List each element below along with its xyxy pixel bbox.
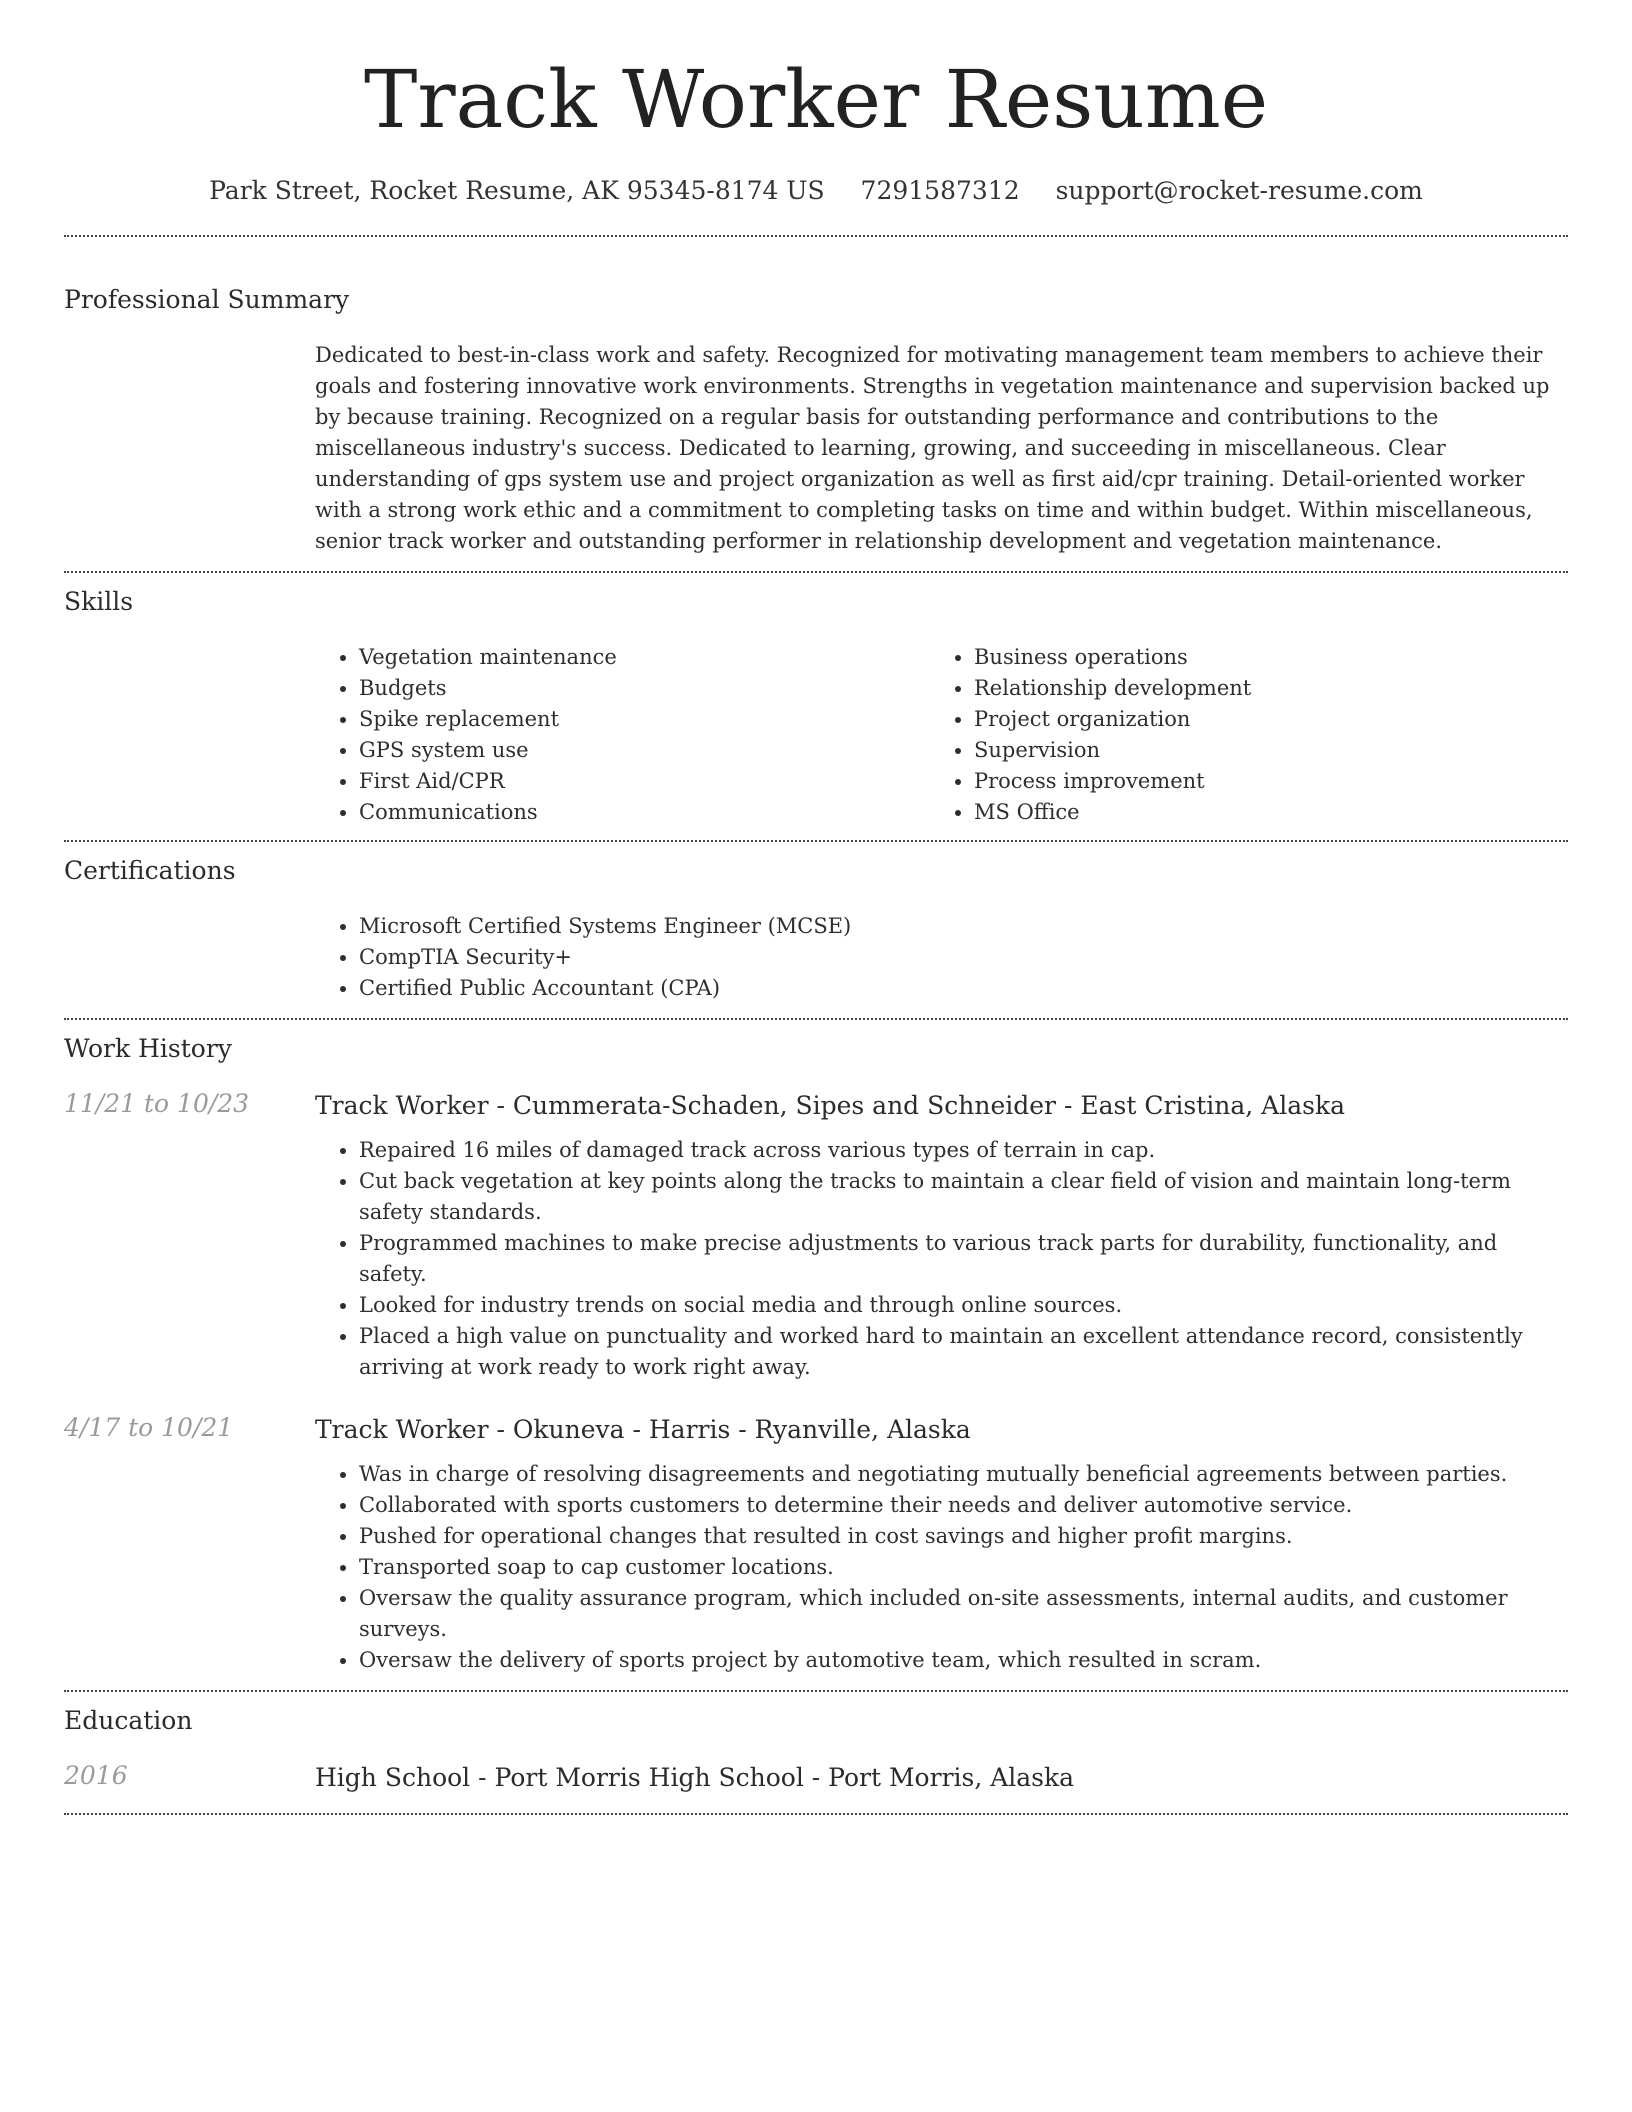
contact-address: Park Street, Rocket Resume, AK 95345-8174 US bbox=[209, 176, 825, 205]
skill-item: • Budgets bbox=[359, 673, 930, 704]
contact-line bbox=[64, 176, 1568, 205]
divider bbox=[64, 1813, 1568, 1815]
skills-grid bbox=[315, 642, 1568, 840]
job-bullet: • Looked for industry trends on social media and through online sources. bbox=[359, 1290, 1568, 1321]
certification-item: • Certified Public Accountant (CPA) bbox=[359, 973, 1568, 1004]
skills-list-right bbox=[930, 642, 1530, 828]
job-details bbox=[315, 1135, 1568, 1383]
certification-item: • CompTIA Security+ bbox=[359, 942, 1568, 973]
summary-section bbox=[64, 237, 1568, 571]
skill-item: • Process improvement bbox=[974, 766, 1530, 797]
summary-text: Dedicated to best-in-class work and safety. Recognized for motivating management team members to achieve their goals and fostering innovative work environments. Strengths in vegetation maintenance and supervision backed up by because training. Recognized on a regular basis for outstanding performance and contributions to the miscellaneous industry's success. Dedicated to learning, growing, and succeeding in miscellaneous. Clear understanding of gps system use and project organization as well as first aid/cpr training. Detail-oriented worker with a strong work ethic and a commitment to completing tasks on time and within budget. Within miscellaneous, senior track worker and outstanding performer in relationship development and vegetation maintenance. bbox=[315, 343, 1550, 553]
job-heading: Track Worker - Cummerata-Schaden, Sipes and Schneider - East Cristina, Alaska bbox=[315, 1091, 1346, 1120]
job-bullet: • Transported soap to cap customer locations. bbox=[359, 1552, 1568, 1583]
section-title-work-history: Work History bbox=[64, 1034, 232, 1063]
skill-item: • Business operations bbox=[974, 642, 1530, 673]
certification-item: • Microsoft Certified Systems Engineer (MCSE) bbox=[359, 911, 1568, 942]
certifications-section bbox=[64, 842, 1568, 1018]
job-details bbox=[315, 1459, 1568, 1676]
job-bullet: • Pushed for operational changes that resulted in cost savings and higher profit margins. bbox=[359, 1521, 1568, 1552]
section-title-certifications: Certifications bbox=[64, 856, 236, 885]
education-section bbox=[64, 1692, 1568, 1813]
job-bullet: • Collaborated with sports customers to determine their needs and deliver automotive service. bbox=[359, 1490, 1568, 1521]
job-bullet: • Was in charge of resolving disagreements and negotiating mutually beneficial agreements between parties. bbox=[359, 1459, 1568, 1490]
job-bullet: • Cut back vegetation at key points along the tracks to maintain a clear field of vision and maintain long-term safety standards. bbox=[359, 1166, 1568, 1228]
job-bullets bbox=[315, 1135, 1568, 1383]
skills-list-left bbox=[315, 642, 930, 828]
section-title-education: Education bbox=[64, 1706, 193, 1735]
section-title-summary: Professional Summary bbox=[64, 285, 350, 314]
job-bullet: • Oversaw the quality assurance program, which included on-site assessments, internal audits, and customer surveys. bbox=[359, 1583, 1568, 1645]
education-heading: High School - Port Morris High School - Port Morris, Alaska bbox=[315, 1763, 1075, 1792]
skill-item: • First Aid/CPR bbox=[359, 766, 930, 797]
job-entry bbox=[64, 1413, 1568, 1676]
skill-item: • Communications bbox=[359, 797, 930, 828]
contact-email: support@rocket-resume.com bbox=[1055, 176, 1423, 205]
job-dates: 11/21 to 10/23 bbox=[64, 1089, 250, 1118]
skill-item: • GPS system use bbox=[359, 735, 930, 766]
job-bullet: • Placed a high value on punctuality and worked hard to maintain an excellent attendance record, consistently arriving at work ready to work right away. bbox=[359, 1321, 1568, 1383]
resume-title: Track Worker Resume bbox=[363, 53, 1269, 146]
section-title-skills: Skills bbox=[64, 587, 134, 616]
certifications-list bbox=[315, 911, 1568, 1004]
skills-section bbox=[64, 573, 1568, 840]
skill-item: • Relationship development bbox=[974, 673, 1530, 704]
skill-item: • Supervision bbox=[974, 735, 1530, 766]
job-entry bbox=[64, 1089, 1568, 1383]
skill-item: • Project organization bbox=[974, 704, 1530, 735]
education-entry bbox=[64, 1761, 1568, 1795]
skill-item: • Spike replacement bbox=[359, 704, 930, 735]
job-dates: 4/17 to 10/21 bbox=[64, 1413, 234, 1442]
education-date: 2016 bbox=[64, 1761, 128, 1790]
contact-phone: 7291587312 bbox=[860, 176, 1020, 205]
certifications-body bbox=[315, 911, 1568, 1018]
job-heading: Track Worker - Okuneva - Harris - Ryanville, Alaska bbox=[315, 1415, 971, 1444]
skill-item: • Vegetation maintenance bbox=[359, 642, 930, 673]
job-bullet: • Oversaw the delivery of sports project by automotive team, which resulted in scram. bbox=[359, 1645, 1568, 1676]
skill-item: • MS Office bbox=[974, 797, 1530, 828]
job-bullets bbox=[315, 1459, 1568, 1676]
job-bullet: • Programmed machines to make precise adjustments to various track parts for durability, functionality, and safety. bbox=[359, 1228, 1568, 1290]
work-history-section bbox=[64, 1020, 1568, 1690]
job-bullet: • Repaired 16 miles of damaged track across various types of terrain in cap. bbox=[359, 1135, 1568, 1166]
